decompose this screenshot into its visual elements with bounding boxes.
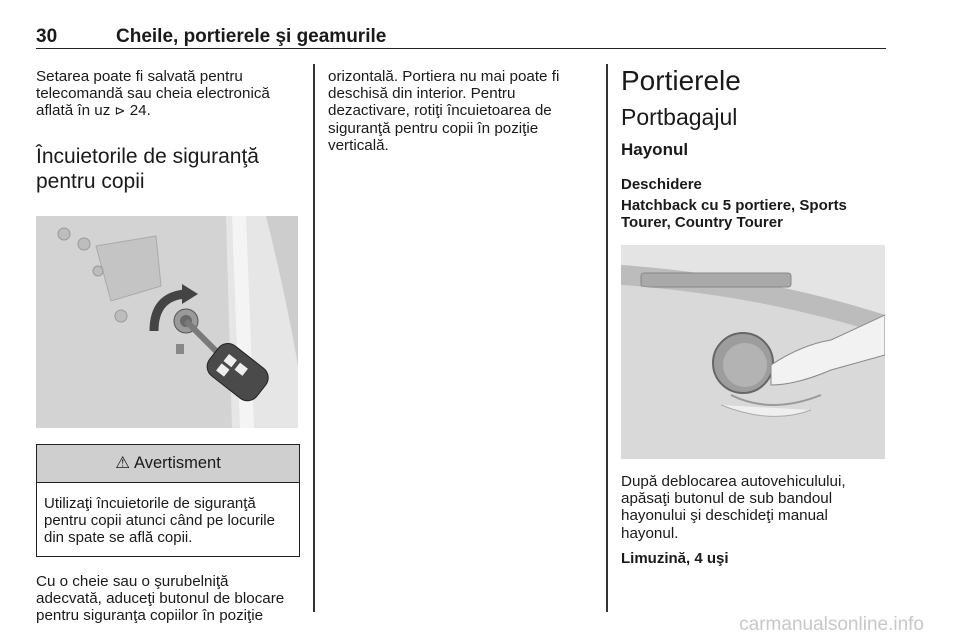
page-reference-icon: ⊳ [114,103,126,119]
heading-portbagajul: Portbagajul [621,104,738,130]
watermark: carmanualsonline.info [739,614,924,635]
column-3 [621,65,887,567]
column-divider [313,64,315,612]
column-2 [328,68,592,154]
warning-icon: ⚠ [115,454,130,473]
tailgate-button-illustration [621,245,885,459]
page-reference[interactable]: 24. [129,102,151,120]
intro-paragraph: Setarea poate fi salvată pentru telecomandă sau cheia electronică aflată în uz ⊳ 24. [36,68,270,120]
heading-models: Hatchback cu 5 portiere, Sports Tourer, Country Tourer [621,197,847,231]
heading-deschidere: Deschidere [621,176,702,193]
column-divider [606,64,608,612]
continued-paragraph: orizontală. Portiera nu mai poate fi deschisă din interior. Pentru dezactivare, rotiţi încuietoarea de siguranţă pentru copii în poziţie verticală. [328,68,560,154]
warning-box [36,444,300,557]
page-header [36,26,886,49]
instruction-paragraph: Cu o cheie sau o şurubelniţă adecvată, aduceţi butonul de blocare pentru siguranţa copiilor în poziţie [36,572,285,625]
child-lock-key-illustration [36,216,298,428]
section-title: Încuietorile de siguranţă pentru copii [36,144,259,193]
warning-title: Avertisment [133,453,221,472]
chapter-title: Cheile, portierele şi geamurile [116,26,387,47]
heading-portierele: Portierele [621,65,741,96]
warning-text: Utilizaţi încuietorile de siguranţă pentru copii atunci când pe locurile din spate se află copii. [44,494,275,546]
page-number: 30 [36,26,58,47]
warning-header [37,445,299,483]
tailgate-paragraph: După deblocarea autovehiculului, apăsaţi butonul de sub bandoul hayonului şi deschideţi manual hayonul. [621,473,846,542]
column-1 [36,68,300,624]
heading-hayonul: Hayonul [621,140,689,159]
heading-limuzina: Limuzină, 4 uşi [621,549,729,567]
